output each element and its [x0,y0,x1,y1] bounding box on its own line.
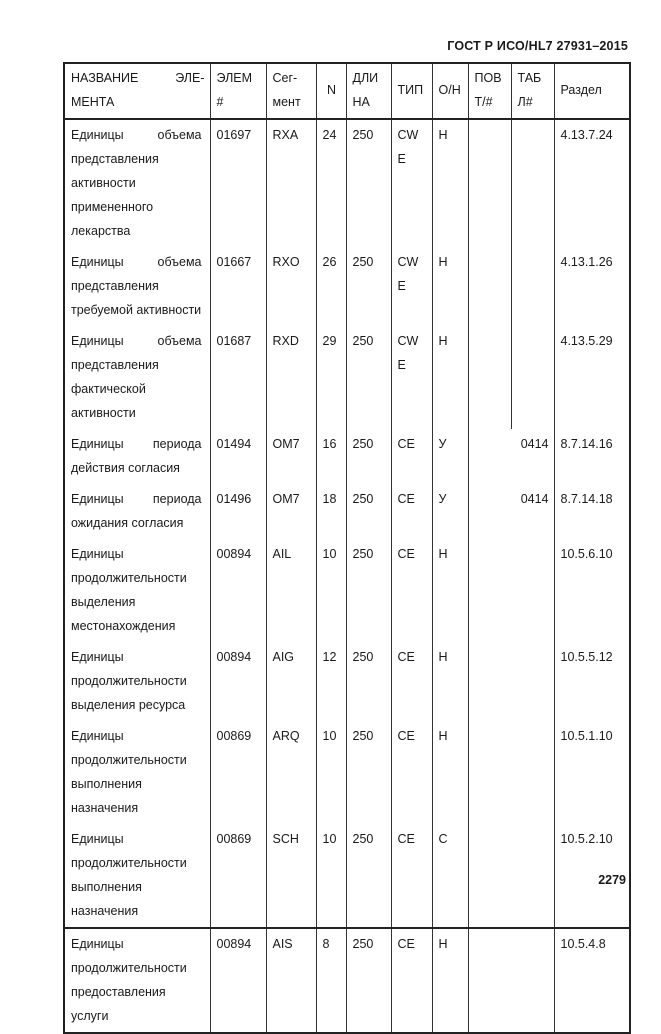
cell-name: Единицы объема представления активности примененного лекарства [64,119,210,247]
table-row [64,326,630,429]
cell-section: 4.13.7.24 [554,119,630,247]
cell-segment: AIG [266,642,316,721]
header-elem: ЭЛЕМ # [210,63,266,119]
cell-req: С [432,824,468,928]
cell-elem: 00869 [210,824,266,928]
header-n: N [316,63,346,119]
header-type: ТИП [391,63,432,119]
cell-pov [468,119,511,247]
cell-section: 10.5.1.10 [554,721,630,824]
cell-segment: RXA [266,119,316,247]
cell-n: 12 [316,642,346,721]
cell-section: 10.5.5.12 [554,642,630,721]
table-row [64,824,630,928]
cell-section: 8.7.14.18 [554,484,630,539]
cell-tab [511,326,554,429]
cell-elem: 00894 [210,642,266,721]
cell-elem: 01496 [210,484,266,539]
cell-pov [468,928,511,1033]
cell-name: Единицы объема представления фактической активности [64,326,210,429]
table-row [64,247,630,326]
cell-type: CE [391,721,432,824]
cell-segment: OM7 [266,429,316,484]
cell-segment: OM7 [266,484,316,539]
cell-tab [511,539,554,642]
cell-length: 250 [346,326,391,429]
cell-segment: SCH [266,824,316,928]
cell-length: 250 [346,539,391,642]
cell-section: 10.5.4.8 [554,928,630,1033]
cell-segment: RXD [266,326,316,429]
cell-req: У [432,429,468,484]
cell-name: Единицы продолжительности выполнения назначения [64,824,210,928]
cell-section: 8.7.14.16 [554,429,630,484]
cell-length: 250 [346,484,391,539]
cell-segment: AIS [266,928,316,1033]
cell-length: 250 [346,928,391,1033]
cell-tab [511,642,554,721]
cell-n: 16 [316,429,346,484]
cell-tab [511,721,554,824]
cell-tab [511,247,554,326]
cell-n: 10 [316,539,346,642]
cell-pov [468,721,511,824]
header-tab: ТАБ Л# [511,63,554,119]
cell-pov [468,429,511,484]
cell-type: CE [391,429,432,484]
cell-elem: 00869 [210,721,266,824]
cell-type: CE [391,824,432,928]
cell-elem: 01667 [210,247,266,326]
table-row [64,429,630,484]
cell-req: У [432,484,468,539]
table-row [64,119,630,247]
header-pov: ПОВ Т/# [468,63,511,119]
cell-name: Единицы продолжительности предоставления услуги [64,928,210,1033]
cell-name: Единицы периода действия согласия [64,429,210,484]
cell-n: 29 [316,326,346,429]
table-row [64,539,630,642]
cell-section: 4.13.1.26 [554,247,630,326]
cell-pov [468,247,511,326]
cell-elem: 00894 [210,539,266,642]
cell-pov [468,539,511,642]
cell-req: Н [432,721,468,824]
cell-pov [468,642,511,721]
table-row [64,721,630,824]
cell-length: 250 [346,721,391,824]
cell-n: 26 [316,247,346,326]
cell-length: 250 [346,824,391,928]
cell-pov [468,484,511,539]
cell-req: Н [432,326,468,429]
cell-type: CWE [391,326,432,429]
cell-type: CE [391,539,432,642]
cell-section: 4.13.5.29 [554,326,630,429]
cell-elem: 01687 [210,326,266,429]
cell-tab [511,928,554,1033]
table-row [64,484,630,539]
cell-tab [511,119,554,247]
cell-length: 250 [346,119,391,247]
table-row [64,928,630,1033]
header-section: Раздел [554,63,630,119]
cell-req: Н [432,247,468,326]
cell-name: Единицы объема представления требуемой активности [64,247,210,326]
cell-length: 250 [346,642,391,721]
cell-elem: 01697 [210,119,266,247]
cell-length: 250 [346,429,391,484]
page-number: 2279 [598,873,626,887]
elements-table [63,62,631,1034]
cell-section: 10.5.2.10 [554,824,630,928]
cell-req: Н [432,642,468,721]
cell-section: 10.5.6.10 [554,539,630,642]
cell-segment: RXO [266,247,316,326]
cell-req: Н [432,119,468,247]
cell-pov [468,326,511,429]
cell-n: 8 [316,928,346,1033]
cell-type: CWE [391,119,432,247]
header-segment: Сег-мент [266,63,316,119]
cell-tab: 0414 [511,484,554,539]
cell-type: CE [391,642,432,721]
cell-req: Н [432,928,468,1033]
header-name: НАЗВАНИЕ ЭЛЕ-МЕНТА [64,63,210,119]
cell-segment: AIL [266,539,316,642]
table-header-row [64,63,630,119]
cell-segment: ARQ [266,721,316,824]
cell-req: Н [432,539,468,642]
cell-elem: 01494 [210,429,266,484]
cell-n: 10 [316,824,346,928]
cell-name: Единицы периода ожидания согласия [64,484,210,539]
cell-n: 18 [316,484,346,539]
cell-pov [468,824,511,928]
cell-type: CWE [391,247,432,326]
header-length: ДЛИ НА [346,63,391,119]
cell-name: Единицы продолжительности выделения местонахождения [64,539,210,642]
cell-name: Единицы продолжительности выделения ресурса [64,642,210,721]
header-req: О/Н [432,63,468,119]
cell-name: Единицы продолжительности выполнения назначения [64,721,210,824]
cell-elem: 00894 [210,928,266,1033]
cell-tab: 0414 [511,429,554,484]
table-row [64,642,630,721]
cell-n: 10 [316,721,346,824]
cell-n: 24 [316,119,346,247]
cell-type: CE [391,484,432,539]
cell-tab [511,824,554,928]
document-header: ГОСТ Р ИСО/HL7 27931–2015 [447,39,628,53]
cell-type: CE [391,928,432,1033]
cell-length: 250 [346,247,391,326]
